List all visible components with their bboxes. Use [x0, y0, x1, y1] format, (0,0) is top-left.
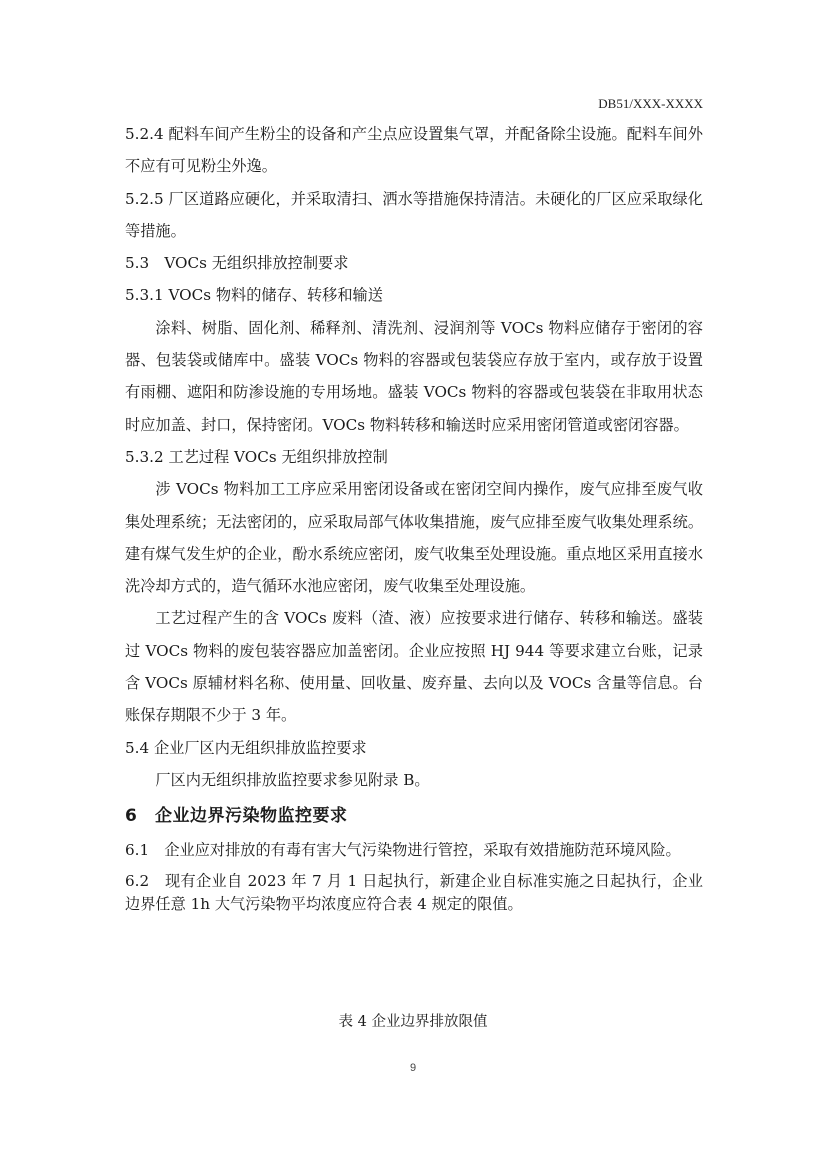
section-6-heading	[125, 796, 703, 836]
clause-5-2-5: 5.2.5 厂区道路应硬化，并采取清扫、洒水等措施保持清洁。未硬化的厂区应采取绿化等措施。	[125, 189, 703, 240]
table-4-caption: 表 4 企业边界排放限值	[338, 1014, 488, 1030]
clause-5-2-4: 5.2.4 配料车间产生粉尘的设备和产尘点应设置集气罩，并配备除尘设施。配料车间外不应有可见粉尘外逸。	[125, 125, 703, 176]
clause-5-3-2-body-1: 涉 VOCs 物料加工工序应采用密闭设备或在密闭空间内操作，废气应排至废气收集处理系统；无法密闭的，应采取局部气体收集措施，废气应排至废气收集处理系统。建有煤气发生炉的企业，酚水系统应密闭，废气收集至处理设施。重点地区采用直接水洗冷却方式的，造气循环水池应密闭，废气收集至处理设施。	[125, 480, 703, 596]
heading-5-3-2: 5.3.2 工艺过程 VOCs 无组织排放控制	[125, 447, 388, 466]
heading-5-4: 5.4 企业厂区内无组织排放监控要求	[125, 738, 367, 757]
clause-5-3-1-body: 涂料、树脂、固化剂、稀释剂、清洗剂、浸润剂等 VOCs 物料应储存于密闭的容器、包装袋或储库中。盛装 VOCs 物料的容器或包装袋应存放于室内，或存放于设置有雨棚、遮阳和防渗设施的专用场地。盛装 VOCs 物料的容器或包装袋在非取用状态时应加盖、封口，保持密闭。VOCs 物料转移和输送时应采用密闭管道或密闭容器。	[125, 318, 703, 434]
clause-5-3-2-body-2: 工艺过程产生的含 VOCs 废料（渣、液）应按要求进行储存、转移和输送。盛装过 VOCs 物料的废包装容器应加盖密闭。企业应按照 HJ 944 等要求建立台账，记录含 VOCs 原辅材料名称、使用量、回收量、废弃量、去向以及 VOCs 含量等信息。台账保存期限不少于 3 年。	[125, 609, 703, 725]
heading-5-3-1: 5.3.1 VOCs 物料的储存、转移和输送	[125, 286, 383, 305]
section-6-title: 企业边界污染物监控要求	[155, 806, 348, 827]
section-6-number: 6	[125, 806, 138, 827]
clause-6-1: 6.1 企业应对排放的有毒有害大气污染物进行管控，采取有效措施防范环境风险。	[125, 841, 681, 860]
clause-5-4-body: 厂区内无组织排放监控要求参见附录 B。	[155, 770, 430, 789]
document-body	[125, 118, 703, 917]
clause-6-2: 6.2 现有企业自 2023 年 7 月 1 日起执行，新建企业自标准实施之日起执行，企业边界任意 1h 大气污染物平均浓度应符合表 4 规定的限值。	[125, 871, 703, 914]
page-number: 9	[409, 1062, 417, 1074]
heading-5-3: 5.3 VOCs 无组织排放控制要求	[125, 254, 349, 273]
document-id: DB51/XXX-XXXX	[598, 96, 703, 111]
